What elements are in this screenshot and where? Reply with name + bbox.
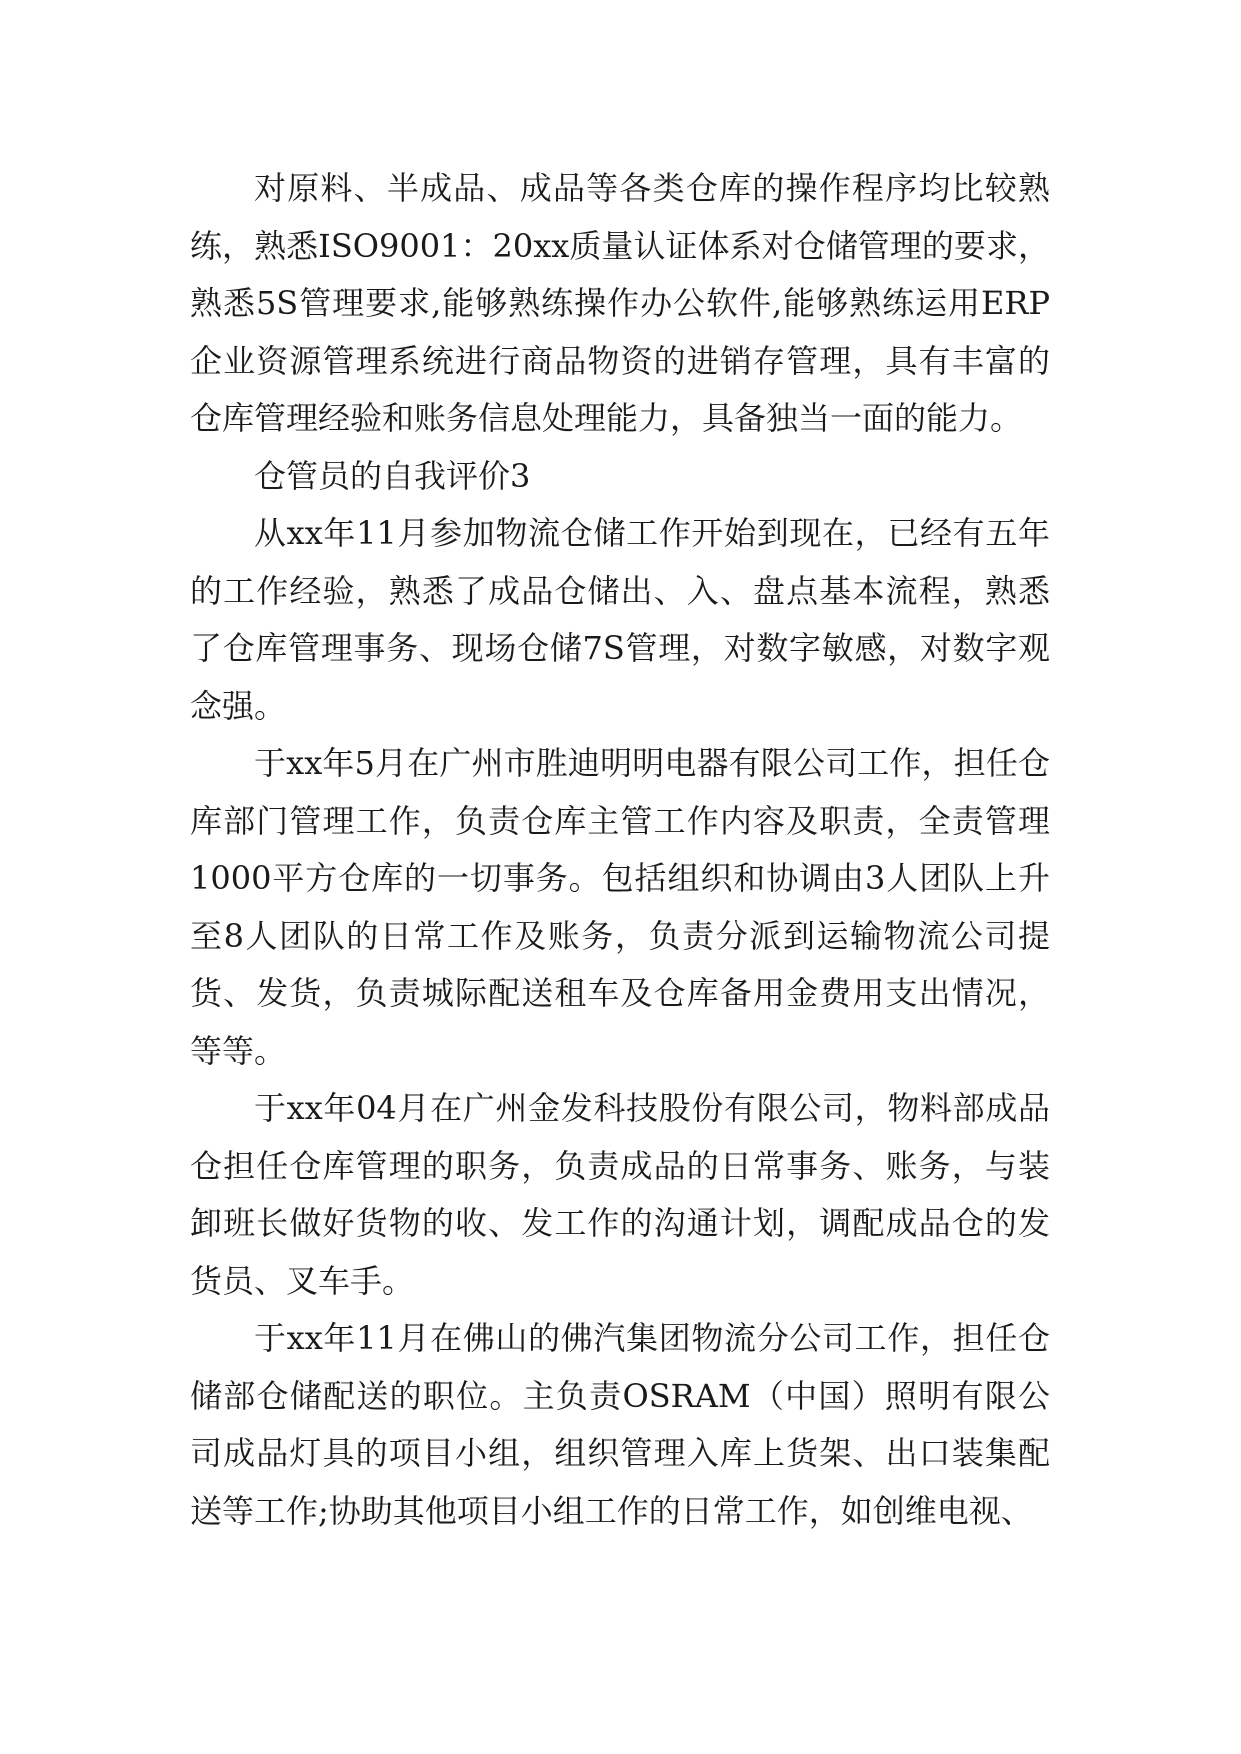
document-body [190, 160, 1050, 1540]
paragraph-job-foqi: 于xx年11月在佛山的佛汽集团物流分公司工作，担任仓储部仓储配送的职位。主负责OSRAM（中国）照明有限公司成品灯具的项目小组，组织管理入库上货架、出口装集配送等工作;协助其他项目小组工作的日常工作，如创维电视、 [190, 1319, 1050, 1530]
paragraph-skills: 对原料、半成品、成品等各类仓库的操作程序均比较熟练，熟悉ISO9001：20xx质量认证体系对仓储管理的要求，熟悉5S管理要求,能够熟练操作办公软件,能够熟练运用ERP企业资源管理系统进行商品物资的进销存管理，具有丰富的仓库管理经验和账务信息处理能力，具备独当一面的能力。 [190, 169, 1050, 437]
paragraph-experience-summary: 从xx年11月参加物流仓储工作开始到现在，已经有五年的工作经验，熟悉了成品仓储出、入、盘点基本流程，熟悉了仓库管理事务、现场仓储7S管理，对数字敏感，对数字观念强。 [190, 514, 1050, 725]
section-heading: 仓管员的自我评价3 [254, 456, 531, 495]
paragraph-job-shengdi: 于xx年5月在广州市胜迪明明电器有限公司工作，担任仓库部门管理工作，负责仓库主管工作内容及职责，全责管理1000平方仓库的一切事务。包括组织和协调由3人团队上升至8人团队的日常工作及账务，负责分派到运输物流公司提货、发货，负责城际配送租车及仓库备用金费用支出情况，等等。 [190, 744, 1050, 1070]
paragraph-job-jinfa: 于xx年04月在广州金发科技股份有限公司，物料部成品仓担任仓库管理的职务，负责成品的日常事务、账务，与装卸班长做好货物的收、发工作的沟通计划，调配成品仓的发货员、叉车手。 [190, 1089, 1050, 1300]
